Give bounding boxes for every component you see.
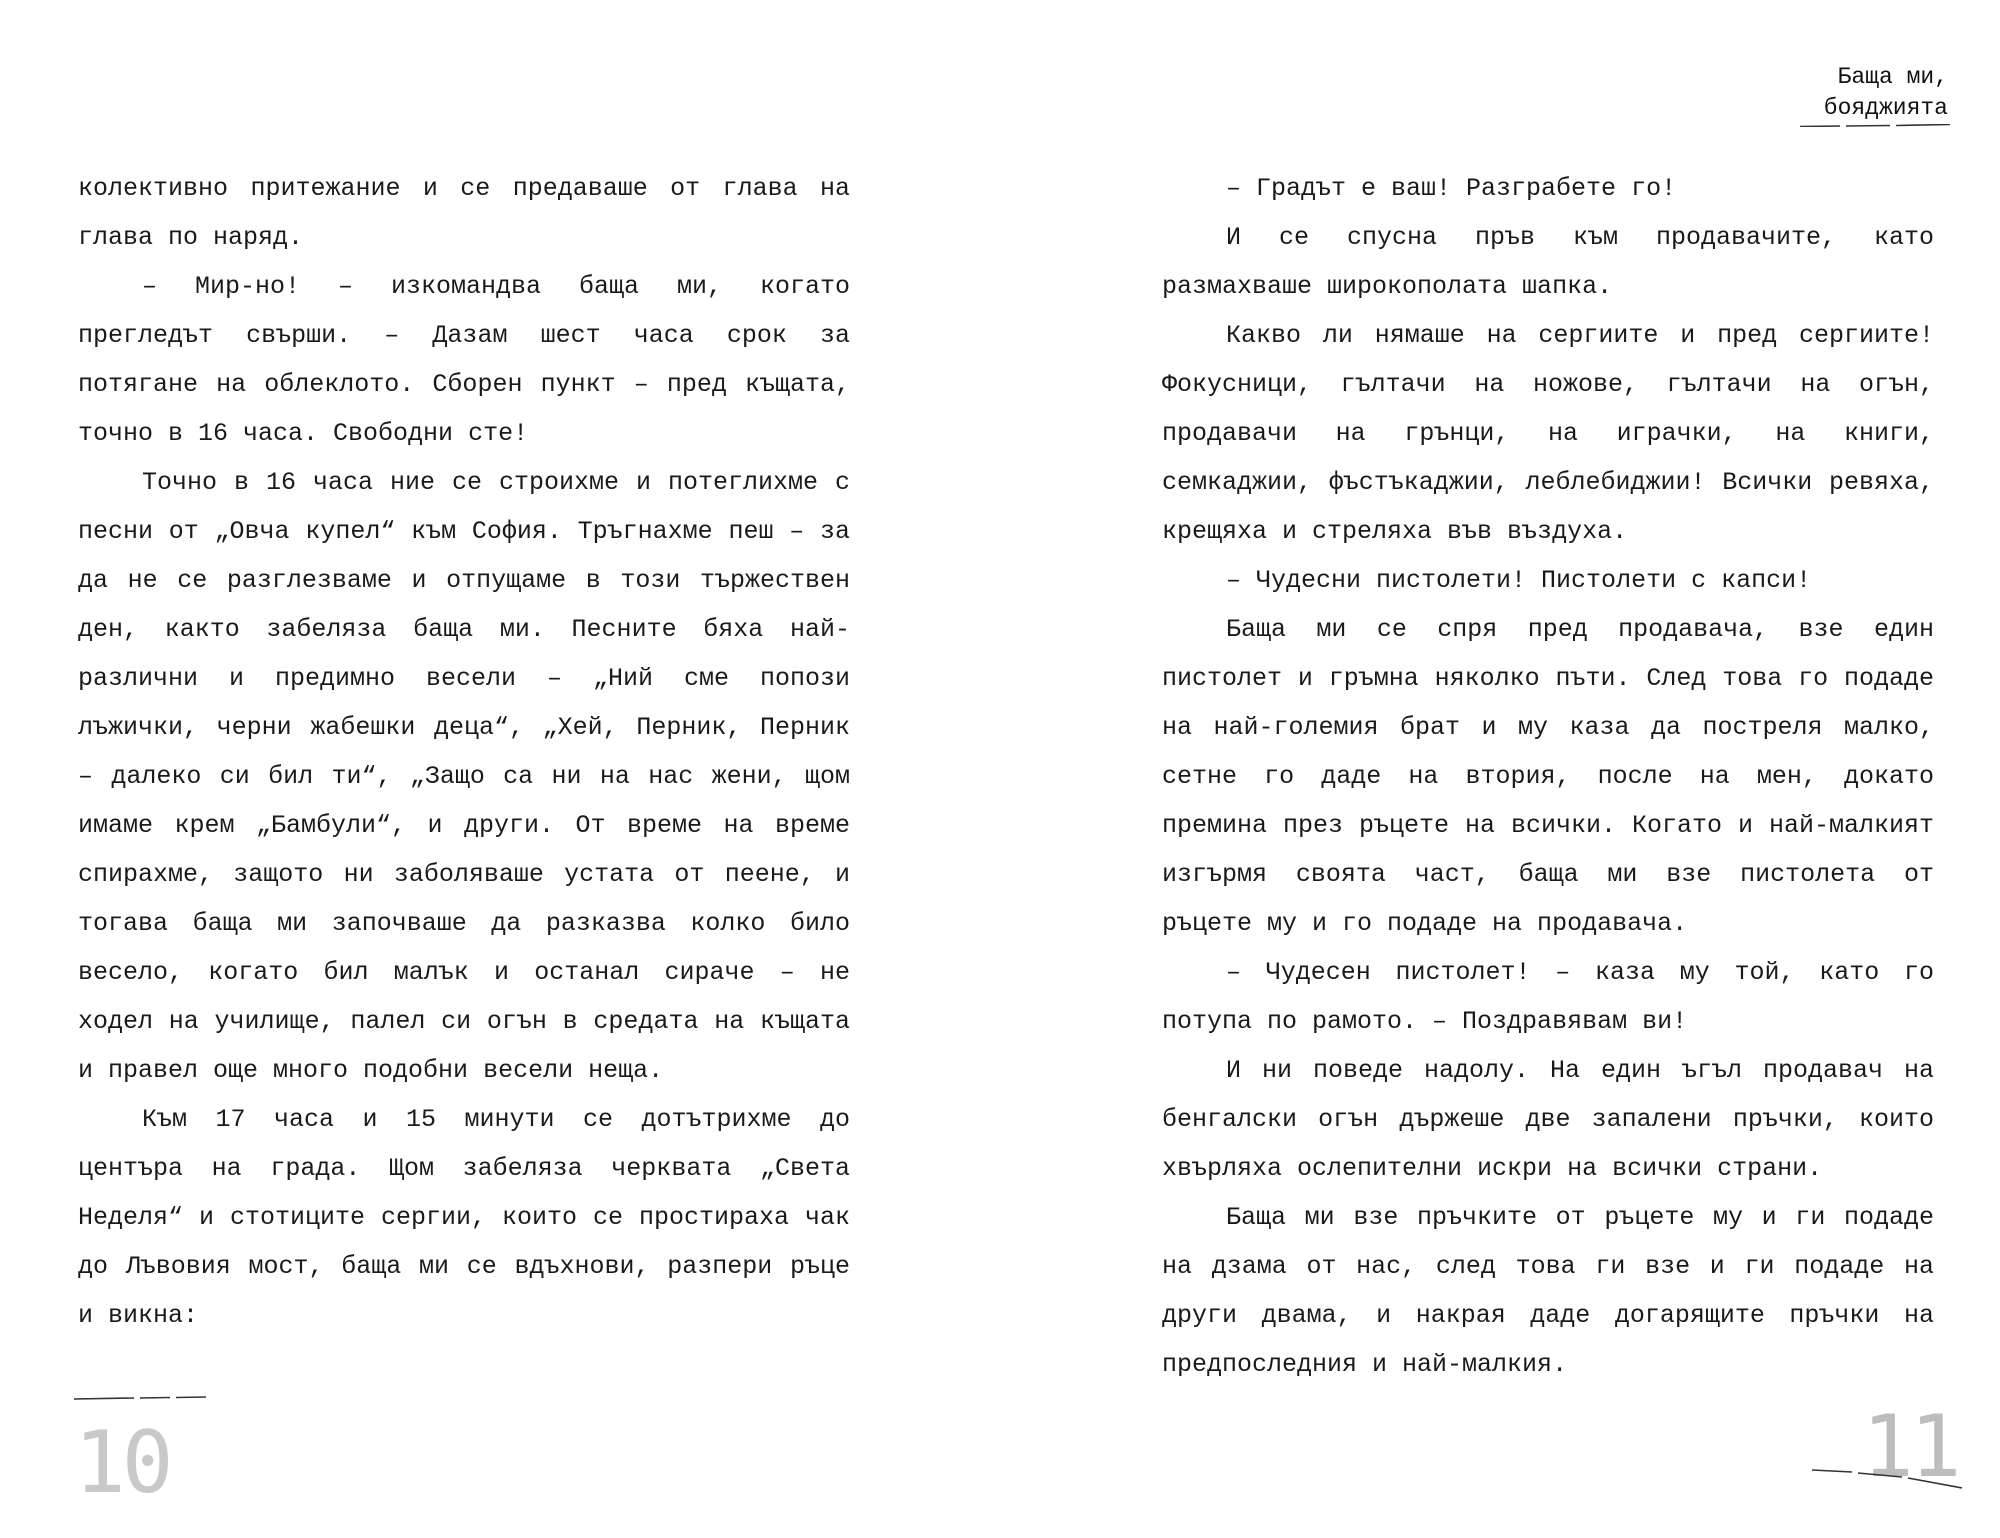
running-header-line: бояджията — [1823, 95, 1948, 121]
paragraph: – Чудесен пистолет! – каза му той, като го потупа по рамото. – Поздравявам ви! — [1162, 958, 1934, 1036]
paragraph: Баща ми се спря пред продавача, взе един пистолет и гръмна няколко пъти. След това го подаде на най-големия брат и му каза да постреля малко, сетне го даде на втория, после на мен, докато премина през ръцете на всички. Когато и най-малкият изгърмя своята част, баща ми взе пистолета от ръцете му и го подаде на продавача. — [1162, 615, 1934, 938]
header-rule — [1800, 124, 1950, 127]
left-page-text — [78, 164, 850, 1340]
paragraph: – Градът е ваш! Разграбете го! — [1226, 174, 1677, 203]
paragraph: И ни поведе надолу. На един ъгъл продавач на бенгалски огън държеше две запалени пръчки, които хвърляха ослепителни искри на всички страни. — [1162, 1056, 1934, 1183]
paragraph: колективно притежание и се предаваше от глава на глава по наряд. — [78, 174, 850, 252]
paragraph: Точно в 16 часа ние се строихме и потеглихме с песни от „Овча купел“ към София. Тръгнахме пеш – за да не се разглезваме и отпущаме в този тържествен ден, както забеляза баща ми. Песните бяха най-различни и предимно весели – „Ний сме попози лъжички, черни жабешки деца“, „Хей, Перник, Перник – далеко си бил ти“, „Защо са ни на нас жени, щом имаме крем „Бамбули“, и други. От време на време спирахме, защото ни заболяваше устата от пеене, и тогава баща ми започваше да разказва колко било весело, когато бил малък и останал сираче – не ходел на училище, палел си огън в средата на къщата и правел още много подобни весели неща. — [78, 468, 850, 1085]
right-page — [1000, 0, 2000, 1538]
page-number-rule — [74, 1396, 206, 1400]
paragraph: – Чудесни пистолети! Пистолети с капси! — [1226, 566, 1812, 595]
paragraph: Баща ми взе пръчките от ръцете му и ги подаде на дзама от нас, след това ги взе и ги подаде на други двама, и накрая даде догарящите пръчки на предпоследния и най-малкия. — [1162, 1203, 1934, 1379]
running-header — [1824, 62, 1948, 124]
page-number: 10 — [74, 1413, 170, 1513]
page-number: 11 — [1862, 1397, 1958, 1497]
paragraph: – Мир-но! – изкомандва баща ми, когато прегледът свърши. – Дазам шест часа срок за потягане на облеклото. Сборен пункт – пред къщата, точно в 16 часа. Свободни сте! — [78, 272, 850, 448]
page-number-rule — [1812, 1468, 1962, 1490]
right-page-text — [1162, 164, 1934, 1389]
paragraph: И се спусна пръв към продавачите, като размахваше широкополата шапка. — [1162, 223, 1934, 301]
paragraph: Какво ли нямаше на сергиите и пред сергиите! Фокусници, гълтачи на ножове, гълтачи на огън, продавачи на грънци, на играчки, на книги, семкаджии, фъстъкаджии, леблебиджии! Всички ревяха, крещяха и стреляха във въздуха. — [1162, 321, 1934, 546]
running-header-line: Баща ми, — [1837, 64, 1948, 90]
paragraph: Към 17 часа и 15 минути се дотътрихме до центъра на града. Щом забеляза черквата „Света Неделя“ и стотиците сергии, които се простираха чак до Лъвовия мост, баща ми се вдъхнови, разпери ръце и викна: — [78, 1105, 850, 1330]
